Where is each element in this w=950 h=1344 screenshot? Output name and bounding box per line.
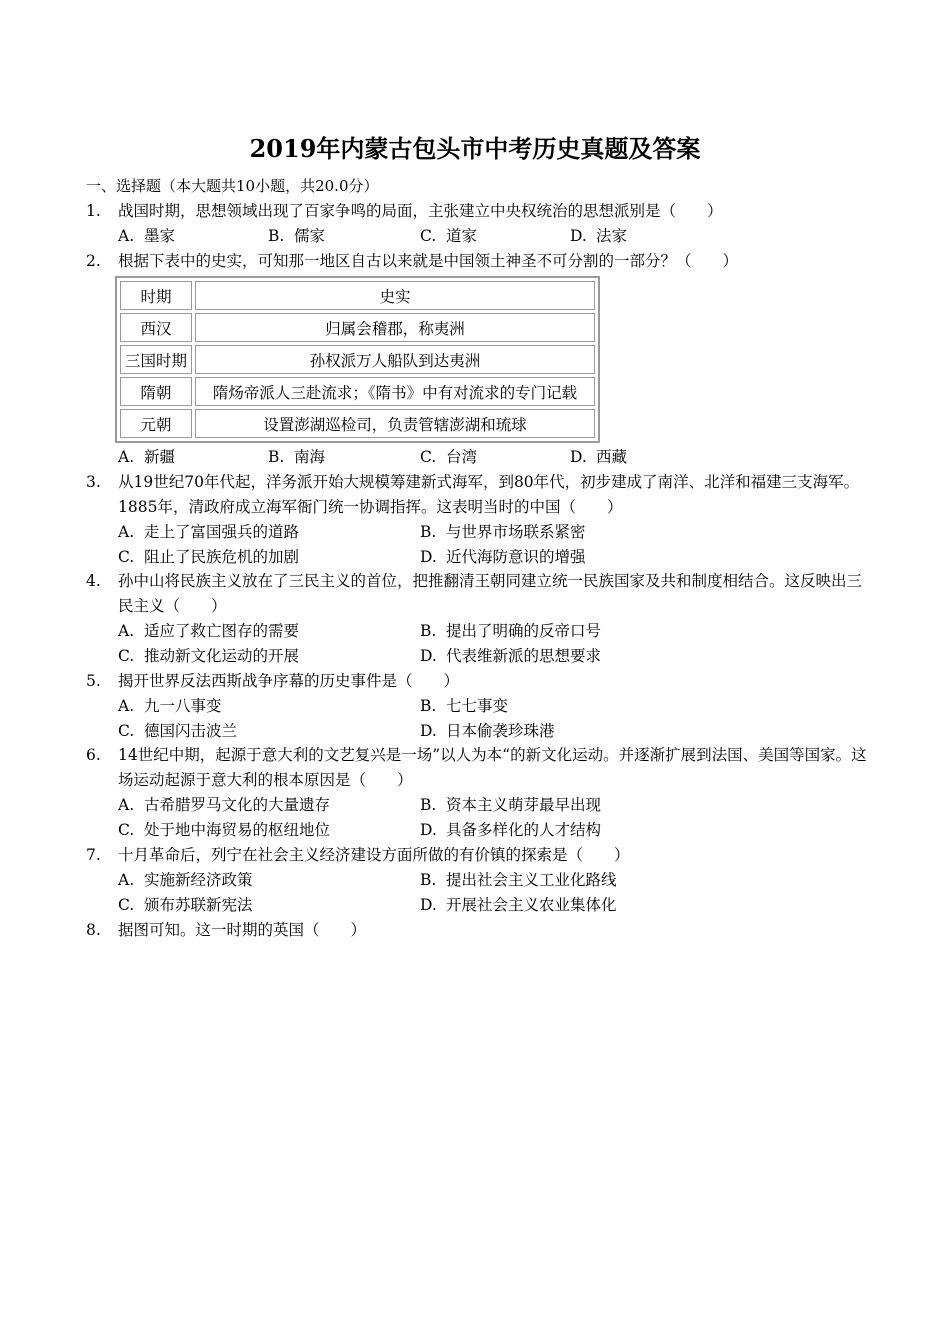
question-number: 5. [86, 672, 101, 690]
table-row [120, 377, 595, 406]
option-a: A. 新疆 [118, 448, 176, 466]
table-row [120, 345, 595, 374]
table-header-cell: 时期 [120, 281, 192, 310]
option-c: C. 阻止了民族危机的加剧 [118, 548, 300, 566]
option-b: B. 七七事变 [420, 697, 509, 715]
option-c: C. 德国闪击波兰 [118, 722, 238, 740]
page-title: 2019年内蒙古包头市中考历史真题及答案 [249, 134, 701, 163]
table-cell: 西汉 [120, 313, 192, 342]
option-b: B. 与世界市场联系紧密 [420, 523, 586, 541]
table-cell: 设置澎湖巡检司，负责管辖澎湖和琉球 [195, 409, 595, 438]
option-b: B. 提出社会主义工业化路线 [420, 871, 617, 889]
option-a: A. 古希腊罗马文化的大量遗存 [118, 796, 331, 814]
option-c: C. 推动新文化运动的开展 [118, 647, 300, 665]
option-b: B. 资本主义萌芽最早出现 [420, 796, 602, 814]
table-cell: 隋朝 [120, 377, 192, 406]
table-header-cell: 史实 [195, 281, 595, 310]
question-number: 6. [86, 746, 101, 764]
question-number: 3. [86, 473, 101, 491]
question-3 [86, 470, 876, 520]
table-header-row [120, 281, 595, 310]
question-text: 据图可知。这一时期的英国（ ） [118, 921, 367, 939]
option-d: D. 具备多样化的人才结构 [420, 821, 602, 839]
option-d: D. 日本偷袭珍珠港 [420, 722, 555, 740]
option-b: B. 儒家 [268, 227, 326, 245]
question-text: 根据下表中的史实，可知那一地区自古以来就是中国领土神圣不可分割的一部分？（ ） [118, 252, 739, 270]
table-cell: 三国时期 [120, 345, 192, 374]
question-number: 8. [86, 921, 101, 939]
question-text: 战国时期，思想领域出现了百家争鸣的局面，主张建立中央权统治的思想派别是（ ） [118, 202, 723, 220]
option-a: A. 九一八事变 [118, 697, 222, 715]
option-a: A. 适应了救亡图存的需要 [118, 622, 300, 640]
option-c: C. 道家 [420, 227, 478, 245]
question-1 [86, 199, 876, 224]
question-text: 揭开世界反法西斯战争序幕的历史事件是（ ） [118, 672, 460, 690]
option-d: D. 近代海防意识的增强 [420, 548, 586, 566]
option-a: A. 墨家 [118, 227, 176, 245]
option-c: C. 颁布苏联新宪法 [118, 896, 253, 914]
history-table [115, 276, 600, 443]
question-number: 1. [86, 202, 101, 220]
question-number: 7. [86, 846, 101, 864]
question-7 [86, 843, 876, 868]
option-a: A. 走上了富国强兵的道路 [118, 523, 300, 541]
question-8 [86, 918, 876, 943]
question-number: 2. [86, 252, 101, 270]
question-2 [86, 249, 876, 274]
option-d: D. 西藏 [570, 448, 628, 466]
option-d: D. 代表维新派的思想要求 [420, 647, 602, 665]
question-5 [86, 669, 876, 694]
option-b: B. 提出了明确的反帝口号 [420, 622, 602, 640]
option-d: D. 法家 [570, 227, 628, 245]
table-row [120, 313, 595, 342]
table-cell: 归属会稽郡，称夷洲 [195, 313, 595, 342]
question-text: 十月革命后，列宁在社会主义经济建设方面所做的有价镇的探索是（ ） [118, 846, 630, 864]
table-row [120, 409, 595, 438]
question-text: 从19世纪70年代起，洋务派开始大规模筹建新式海军，到80年代，初步建成了南洋、北洋和福建三支海军。1885年，清政府成立海军衙门统一协调指挥。这表明当时的中国（ ） [118, 473, 860, 516]
option-c: C. 处于地中海贸易的枢纽地位 [118, 821, 331, 839]
table-cell: 孙权派万人船队到达夷洲 [195, 345, 595, 374]
question-text: 孙中山将民族主义放在了三民主义的首位，把推翻清王朝同建立统一民族国家及共和制度相结合。这反映出三民主义（ ） [118, 572, 863, 615]
option-b: B. 南海 [268, 448, 326, 466]
section-heading: 一、选择题（本大题共10小题，共20.0分） [86, 177, 379, 195]
option-a: A. 实施新经济政策 [118, 871, 253, 889]
option-d: D. 开展社会主义农业集体化 [420, 896, 617, 914]
question-4 [86, 569, 876, 619]
option-c: C. 台湾 [420, 448, 478, 466]
table-cell: 隋炀帝派人三赴流求；《隋书》中有对流求的专门记载 [195, 377, 595, 406]
question-text: 14世纪中期，起源于意大利的文艺复兴是一场”以人为本“的新文化运动。并逐渐扩展到法国、美国等国家。这场运动起源于意大利的根本原因是（ ） [118, 746, 867, 789]
table-cell: 元朝 [120, 409, 192, 438]
question-6 [86, 743, 876, 793]
question-number: 4. [86, 572, 101, 590]
